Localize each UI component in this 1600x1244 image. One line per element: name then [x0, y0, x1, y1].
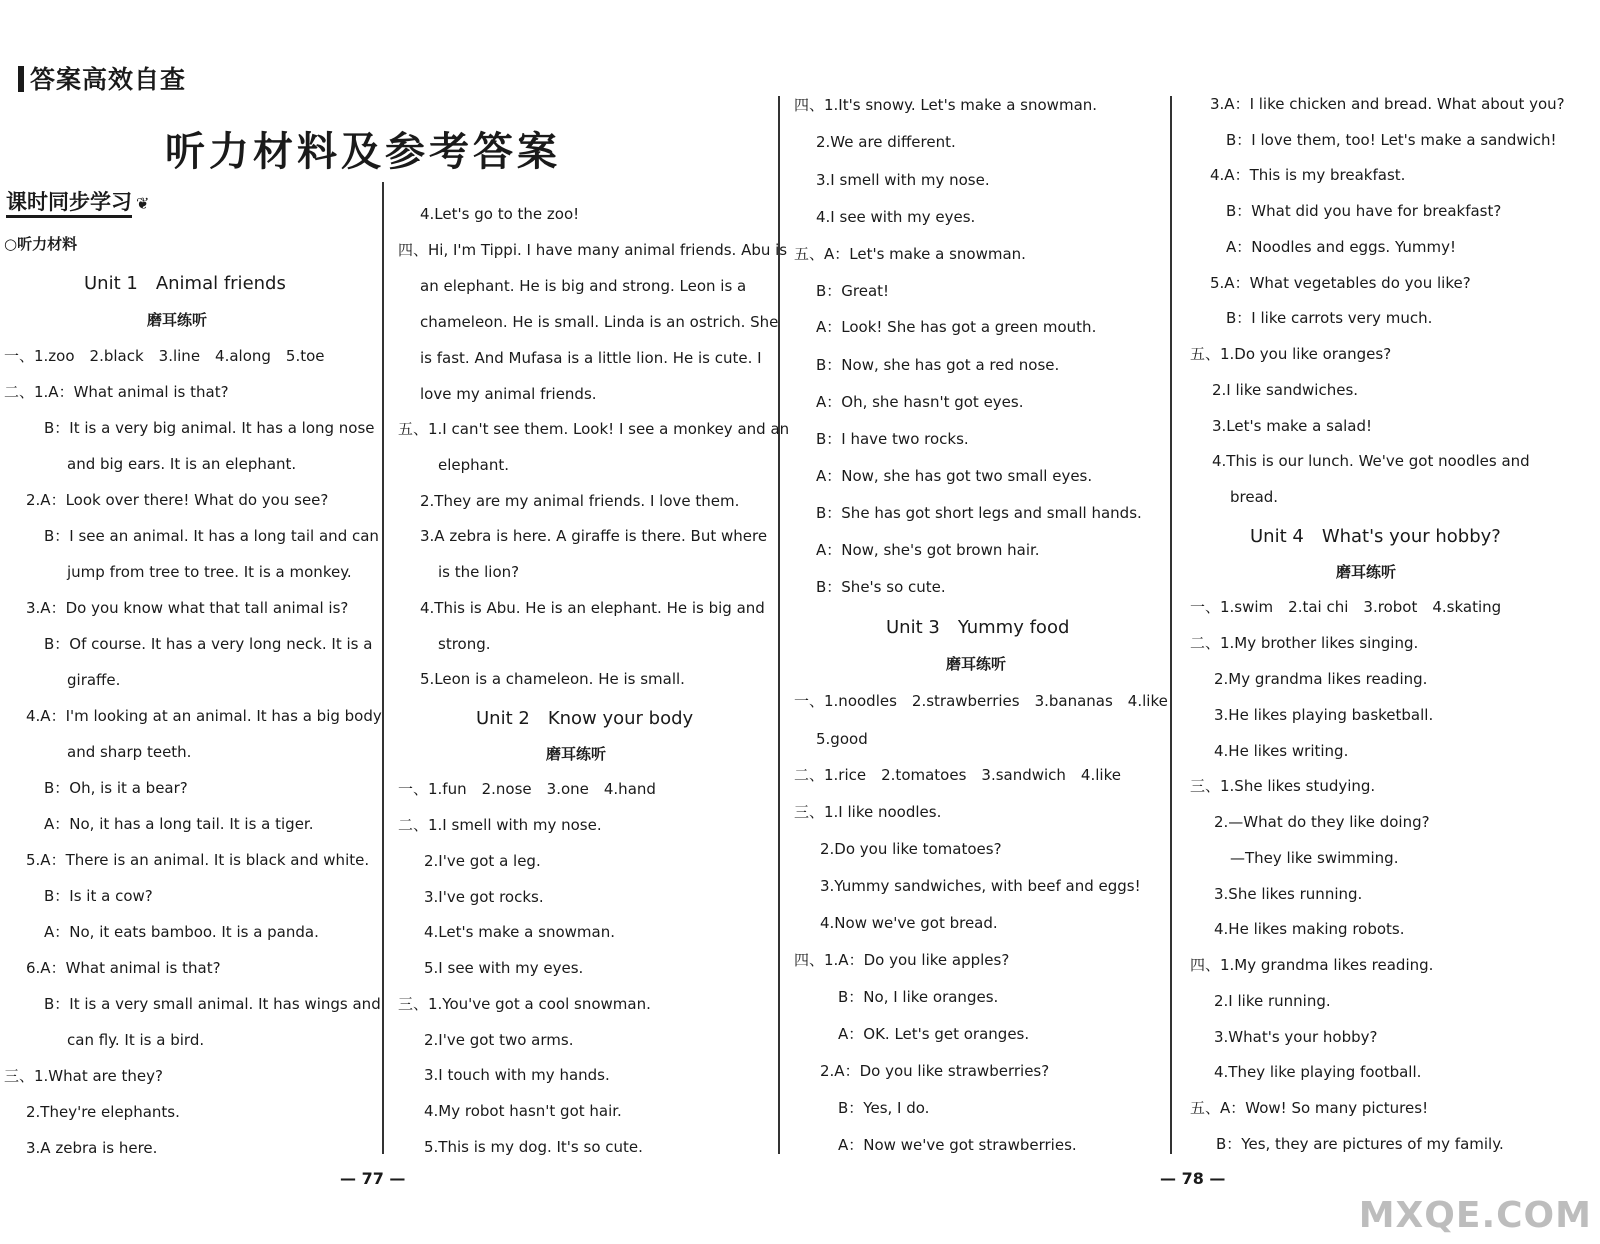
text-line: 五、A：Let's make a snowman. [794, 245, 1026, 263]
text-line: and sharp teeth. [67, 743, 192, 761]
text-line: 3.Let's make a salad! [1212, 417, 1373, 435]
text-line: B：I like carrots very much. [1226, 309, 1433, 327]
text-line: 4.Let's go to the zoo! [420, 205, 580, 223]
text-line: 6.A：What animal is that? [26, 959, 221, 977]
text-line: 3.A zebra is here. [26, 1139, 158, 1157]
text-line: 5.I see with my eyes. [424, 959, 584, 977]
text-line: can fly. It is a bird. [67, 1031, 205, 1049]
text-line: 三、1.She likes studying. [1190, 777, 1376, 795]
text-line: —They like swimming. [1230, 849, 1399, 867]
text-line: B：Yes, I do. [838, 1099, 930, 1117]
text-line: jump from tree to tree. It is a monkey. [67, 563, 352, 581]
text-line: 2.We are different. [816, 133, 956, 151]
column-4 [1190, 0, 1592, 1160]
text-line: B：What did you have for breakfast? [1226, 202, 1502, 220]
sub-heading: 磨耳练听 [546, 745, 607, 763]
section-header: 答案高效自查 [18, 60, 186, 96]
column-2 [398, 0, 790, 1160]
page-number-right: — 78 — [1160, 1169, 1226, 1188]
column-3 [794, 0, 1168, 1160]
unit-heading: Unit 1 Animal friends [84, 273, 286, 294]
text-line: 4.They like playing football. [1214, 1063, 1422, 1081]
watermark-logo: MXQE.COM [1358, 1195, 1592, 1236]
text-line: 3.A：Do you know what that tall animal is? [26, 599, 349, 617]
text-line: A：OK. Let's get oranges. [838, 1025, 1030, 1043]
text-line: chameleon. He is small. Linda is an ostrich. She [420, 313, 779, 331]
text-line: A：No, it has a long tail. It is a tiger. [44, 815, 314, 833]
text-line: 3.I touch with my hands. [424, 1066, 610, 1084]
sub-heading: 磨耳练听 [946, 655, 1007, 673]
text-line: 二、1.A：What animal is that? [4, 383, 229, 401]
text-line: A：Now we've got strawberries. [838, 1136, 1077, 1154]
text-line: 4.A：I'm looking at an animal. It has a big body [26, 707, 382, 725]
text-line: 三、1.I like noodles. [794, 803, 942, 821]
text-line: 2.I like running. [1214, 992, 1331, 1010]
text-line: A：Now, she's got brown hair. [816, 541, 1040, 559]
text-line: 五、1.I can't see them. Look! I see a monkey and an [398, 420, 790, 438]
text-line: 2.My grandma likes reading. [1214, 670, 1428, 688]
text-line: 2.I've got a leg. [424, 852, 541, 870]
text-line: is fast. And Mufasa is a little lion. He is cute. I [420, 349, 762, 367]
text-line: giraffe. [67, 671, 121, 689]
text-line: 4.He likes making robots. [1214, 920, 1405, 938]
text-line: B：Great! [816, 282, 890, 300]
text-line: and big ears. It is an elephant. [67, 455, 297, 473]
text-line: A：Now, she has got two small eyes. [816, 467, 1093, 485]
text-line: 2.A：Do you like strawberries? [820, 1062, 1050, 1080]
text-line: an elephant. He is big and strong. Leon is a [420, 277, 747, 295]
text-line: 3.I've got rocks. [424, 888, 544, 906]
text-line: 二、1.rice 2.tomatoes 3.sandwich 4.like [794, 766, 1121, 784]
text-line: 4.My robot hasn't got hair. [424, 1102, 622, 1120]
text-line: 4.Let's make a snowman. [424, 923, 615, 941]
page-number-left: — 77 — [340, 1169, 406, 1188]
unit-heading: Unit 4 What's your hobby? [1250, 526, 1501, 547]
text-line: 二、1.I smell with my nose. [398, 816, 602, 834]
text-line: 2.I like sandwiches. [1212, 381, 1359, 399]
text-line: 5.This is my dog. It's so cute. [424, 1138, 643, 1156]
text-line: 3.A：I like chicken and bread. What about you? [1210, 95, 1565, 113]
subsection-title: ○听力材料 [4, 235, 78, 253]
text-line: 5.good [816, 730, 868, 748]
text-line: B：She's so cute. [816, 578, 946, 596]
text-line: 4.I see with my eyes. [816, 208, 976, 226]
text-line: 一、1.noodles 2.strawberries 3.bananas 4.like [794, 692, 1168, 710]
text-line: 一、1.swim 2.tai chi 3.robot 4.skating [1190, 598, 1502, 616]
sub-heading: 磨耳练听 [147, 311, 208, 329]
text-line: 一、1.fun 2.nose 3.one 4.hand [398, 780, 656, 798]
text-line: A：Oh, she hasn't got eyes. [816, 393, 1024, 411]
column-1 [0, 0, 380, 1160]
text-line: 五、A：Wow! So many pictures! [1190, 1099, 1429, 1117]
text-line: strong. [438, 635, 491, 653]
text-line: B：I see an animal. It has a long tail and can [44, 527, 379, 545]
text-line: 2.Do you like tomatoes? [820, 840, 1002, 858]
unit-heading: Unit 2 Know your body [476, 708, 694, 729]
text-line: B：She has got short legs and small hands. [816, 504, 1142, 522]
text-line: 2.—What do they like doing? [1214, 813, 1430, 831]
text-line: 4.A：This is my breakfast. [1210, 166, 1406, 184]
column-divider [382, 182, 384, 1154]
text-line: 一、1.zoo 2.black 3.line 4.along 5.toe [4, 347, 325, 365]
sub-heading: 磨耳练听 [1336, 563, 1397, 581]
text-line: 2.A：Look over there! What do you see? [26, 491, 329, 509]
text-line: A：No, it eats bamboo. It is a panda. [44, 923, 319, 941]
text-line: B：No, I like oranges. [838, 988, 999, 1006]
text-line: 5.A：What vegetables do you like? [1210, 274, 1471, 292]
text-line: 四、1.It's snowy. Let's make a snowman. [794, 96, 1098, 114]
text-line: 2.I've got two arms. [424, 1031, 574, 1049]
column-divider [1170, 96, 1172, 1154]
text-line: 3.He likes playing basketball. [1214, 706, 1434, 724]
text-line: A：Look! She has got a green mouth. [816, 318, 1097, 336]
text-line: B：Of course. It has a very long neck. It is a [44, 635, 373, 653]
text-line: B：Is it a cow? [44, 887, 153, 905]
text-line: 四、Hi, I'm Tippi. I have many animal friends. Abu is [398, 241, 788, 259]
text-line: 3.She likes running. [1214, 885, 1363, 903]
text-line: 4.He likes writing. [1214, 742, 1349, 760]
text-line: 二、1.My brother likes singing. [1190, 634, 1419, 652]
text-line: elephant. [438, 456, 510, 474]
text-line: 2.They're elephants. [26, 1103, 180, 1121]
text-line: 3.I smell with my nose. [816, 171, 990, 189]
text-line: 4.This is our lunch. We've got noodles and [1212, 452, 1530, 470]
text-line: love my animal friends. [420, 385, 597, 403]
text-line: B：Yes, they are pictures of my family. [1216, 1135, 1504, 1153]
leaf-icon: ❦ [136, 194, 150, 213]
text-line: 4.This is Abu. He is an elephant. He is big and [420, 599, 765, 617]
section-title: 课时同步学习 ❦ [6, 186, 149, 216]
text-line: 3.Yummy sandwiches, with beef and eggs! [820, 877, 1141, 895]
text-line: B：Oh, is it a bear? [44, 779, 188, 797]
text-line: B：I have two rocks. [816, 430, 969, 448]
text-line: A：Noodles and eggs. Yummy! [1226, 238, 1457, 256]
text-line: is the lion? [438, 563, 520, 581]
text-line: 2.They are my animal friends. I love them. [420, 492, 740, 510]
unit-heading: Unit 3 Yummy food [886, 617, 1070, 638]
text-line: 5.A：There is an animal. It is black and white. [26, 851, 370, 869]
text-line: 三、1.What are they? [4, 1067, 163, 1085]
text-line: 5.Leon is a chameleon. He is small. [420, 670, 685, 688]
text-line: B：I love them, too! Let's make a sandwich! [1226, 131, 1557, 149]
text-line: 五、1.Do you like oranges? [1190, 345, 1392, 363]
text-line: 四、1.My grandma likes reading. [1190, 956, 1434, 974]
text-line: B：It is a very small animal. It has wings and [44, 995, 381, 1013]
text-line: B：It is a very big animal. It has a long nose [44, 419, 375, 437]
text-line: 4.Now we've got bread. [820, 914, 998, 932]
text-line: 四、1.A：Do you like apples? [794, 951, 1010, 969]
page-title: 听力材料及参考答案 [165, 129, 561, 175]
text-line: B：Now, she has got a red nose. [816, 356, 1060, 374]
text-line: 3.What's your hobby? [1214, 1028, 1378, 1046]
text-line: 三、1.You've got a cool snowman. [398, 995, 651, 1013]
text-line: bread. [1230, 488, 1279, 506]
text-line: 3.A zebra is here. A giraffe is there. But where [420, 527, 768, 545]
